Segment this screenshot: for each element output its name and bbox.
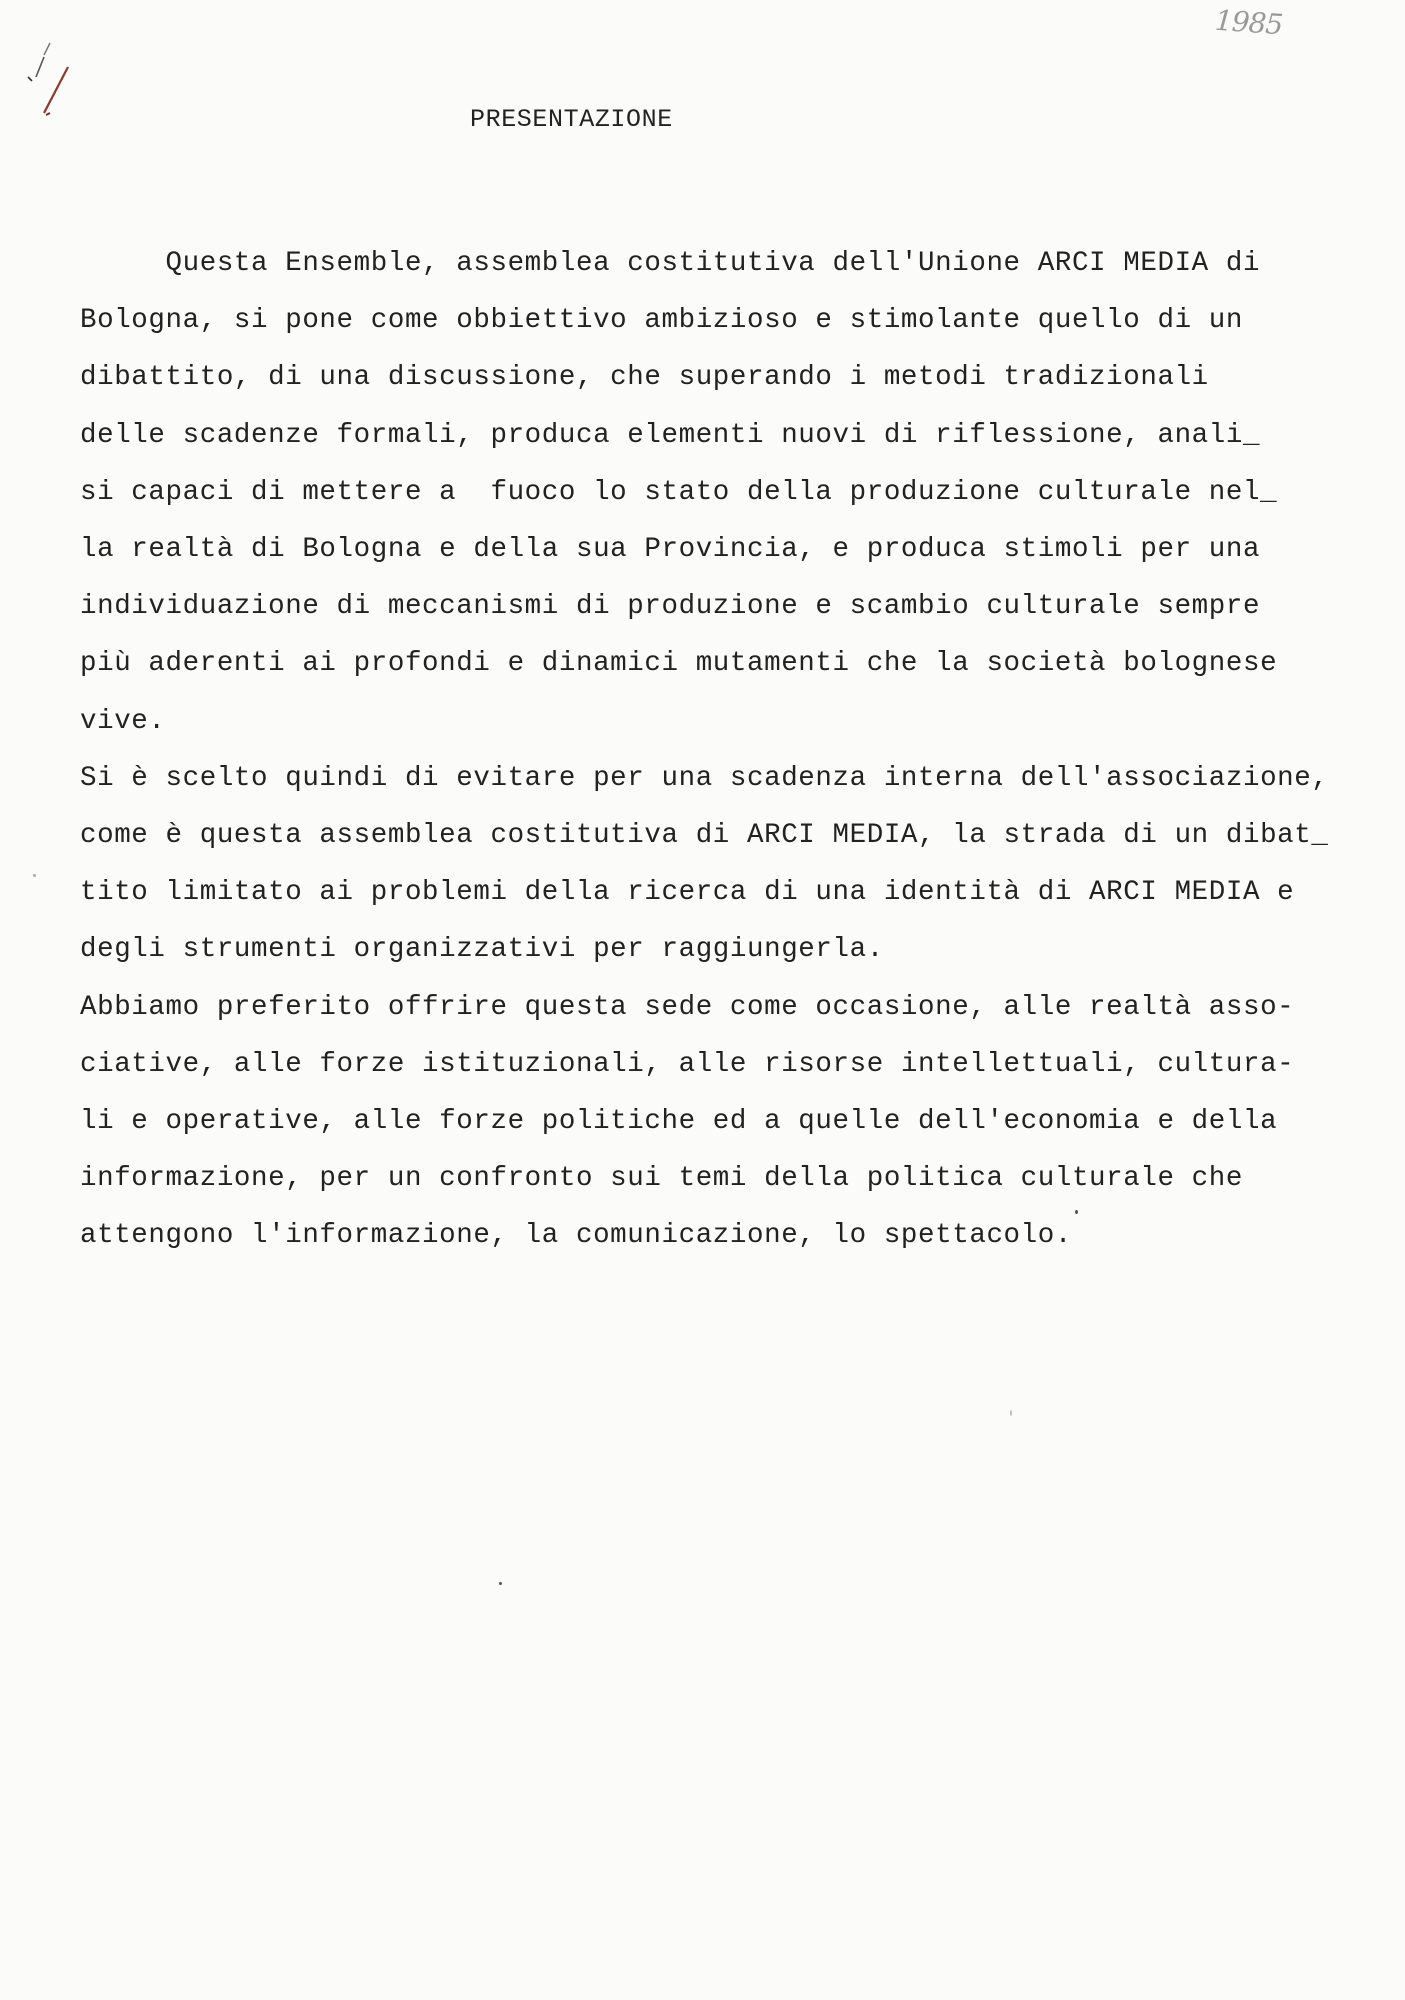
- text-line: delle scadenze formali, produca elementi nuovi di riflessione, anali_: [80, 419, 1261, 451]
- text-line: Abbiamo preferito offrire questa sede come occasione, alle realtà asso-: [80, 991, 1295, 1023]
- text-line: la realtà di Bologna e della sua Provincia, e produca stimoli per una: [80, 534, 1261, 566]
- text-line: più aderenti ai profondi e dinamici mutamenti che la società bolognese: [80, 648, 1278, 680]
- document-body: [80, 235, 1329, 1265]
- text-line: Bologna, si pone come obbiettivo ambizioso e stimolante quello di un: [80, 305, 1243, 337]
- text-line: si capaci di mettere a fuoco lo stato della produzione culturale nel_: [80, 476, 1278, 508]
- text-line: individuazione di meccanismi di produzione e scambio culturale sempre: [80, 591, 1261, 623]
- document-title: PRESENTAZIONE: [470, 105, 673, 134]
- text-line: informazione, per un confronto sui temi della politica culturale che: [80, 1163, 1243, 1195]
- paper-speck: [33, 874, 36, 877]
- text-line: dibattito, di una discussione, che superando i metodi tradizionali: [80, 362, 1209, 394]
- handwritten-year-annotation: 1985: [1213, 3, 1284, 42]
- text-line: Si è scelto quindi di evitare per una scadenza interna dell'associazione,: [80, 762, 1329, 794]
- text-line: attengono l'informazione, la comunicazione, lo spettacolo.: [80, 1220, 1072, 1252]
- pen-marks: [8, 35, 78, 125]
- text-line: ciative, alle forze istituzionali, alle risorse intellettuali, cultura-: [80, 1048, 1295, 1080]
- text-line: come è questa assemblea costitutiva di ARCI MEDIA, la strada di un dibat_: [80, 820, 1329, 852]
- paper-speck: [499, 1582, 502, 1585]
- text-line: li e operative, alle forze politiche ed a quelle dell'economia e della: [80, 1106, 1278, 1138]
- text-line: vive.: [80, 705, 166, 737]
- text-line: degli strumenti organizzativi per raggiungerla.: [80, 934, 884, 966]
- text-line: Questa Ensemble, assemblea costitutiva dell'Unione ARCI MEDIA di: [80, 248, 1261, 279]
- text-line: tito limitato ai problemi della ricerca di una identità di ARCI MEDIA e: [80, 877, 1295, 909]
- paper-speck: [1010, 1410, 1012, 1416]
